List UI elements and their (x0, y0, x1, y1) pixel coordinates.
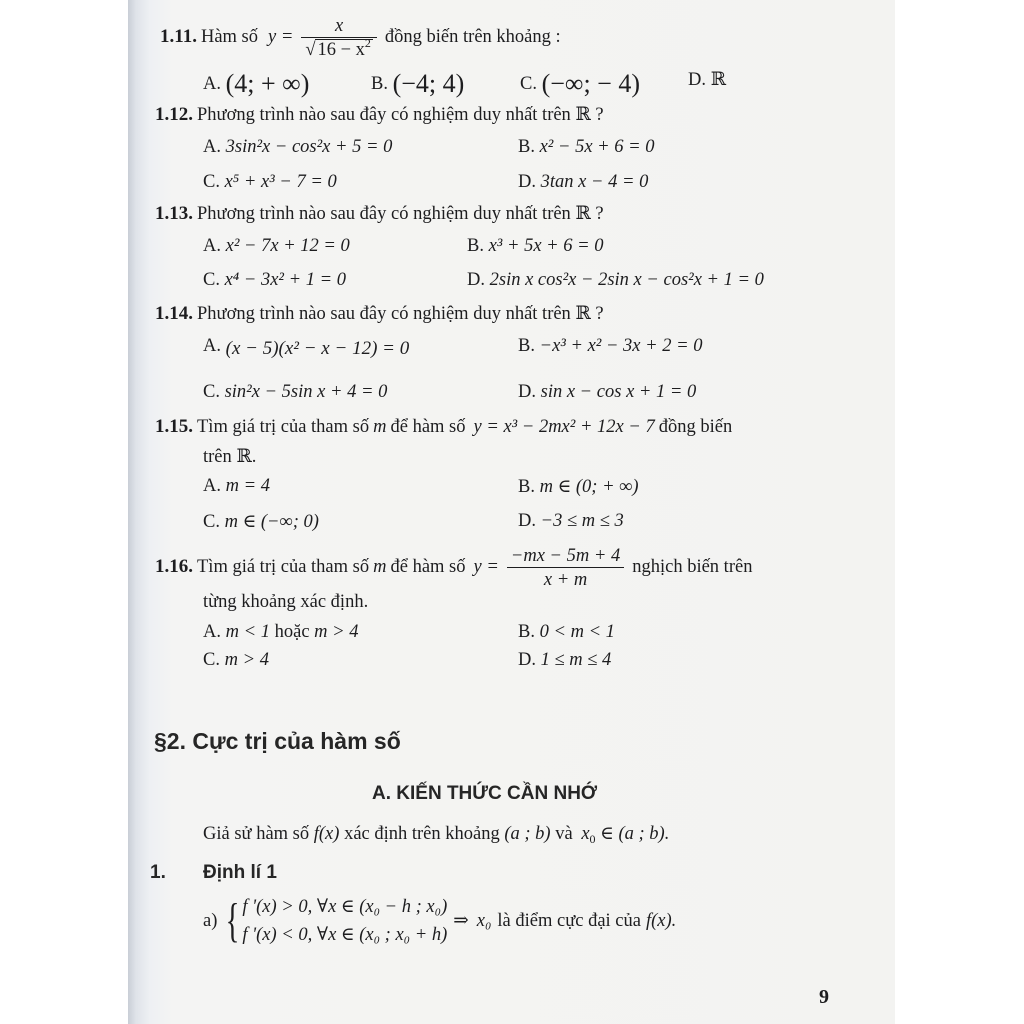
option-a: A. m < 1 hoặc m > 4 (203, 622, 359, 642)
param-m: m (373, 557, 387, 578)
formula-lhs: y = (268, 27, 294, 48)
option-b: B. x³ + 5x + 6 = 0 (467, 236, 604, 256)
question-number: 1.15. (155, 416, 193, 437)
option-a: A. (4; + ∞) (203, 69, 310, 98)
question-1-16: 1.16. Tìm giá trị của tham số m để hàm số y = $\frac{-mx - 5m + 4}{x + m}$ nghịch biến trên (155, 546, 753, 590)
theorem-title: Định lí 1 (203, 862, 277, 883)
option-b: B. 0 < m < 1 (518, 622, 615, 642)
question-text: Hàm số (200, 27, 258, 48)
option-d: D. ℝ (688, 70, 726, 90)
option-c: C. m > 4 (203, 650, 269, 670)
option-a: A. x² − 7x + 12 = 0 (203, 236, 350, 256)
question-text-line2: từng khoảng xác định. (203, 592, 369, 612)
question-1-11 (160, 16, 561, 61)
formula-lhs: y = (473, 557, 499, 578)
section-subtitle: A. KIẾN THỨC CẦN NHỚ (372, 783, 598, 804)
theorem-number: 1. (150, 862, 166, 883)
question-text: Phương trình nào sau đây có nghiệm duy nhất trên ℝ ? (197, 304, 604, 324)
option-a: A. (x − 5)(x² − x − 12) = 0 (203, 336, 410, 359)
option-c: C. x⁵ + x³ − 7 = 0 (203, 172, 337, 192)
sqrt-radicand: $16 - x^2$ (317, 36, 371, 60)
fraction-denominator: x + m (543, 570, 588, 590)
question-1-12 (155, 104, 604, 126)
section-intro: Giả sử hàm số f(x) xác định trên khoảng (a ; b) và $x_0$ ∈ (a ; b). (203, 824, 670, 846)
theorem-part-a: a) { f '(x) > 0, ∀x ∈ (x₀ − h ; x₀) f '(x) < 0, ∀x ∈ (x₀ ; x₀ + h) ⇒ x₀ là điểm cực đại của f(x). (203, 894, 677, 947)
option-c: C. (−∞; − 4) (520, 69, 640, 98)
option-b: B. (−4; 4) (371, 69, 465, 98)
condition-system (242, 893, 447, 949)
question-number: 1.11. (160, 26, 197, 48)
option-c: C. sin²x − 5sin x + 4 = 0 (203, 382, 388, 402)
question-text: Phương trình nào sau đây có nghiệm duy nhất trên ℝ ? (197, 105, 604, 125)
option-b: B. m ∈ (0; + ∞) (518, 477, 639, 497)
question-1-15: 1.15. Tìm giá trị của tham số m để hàm số y = x³ − 2mx² + 12x − 7 đồng biến (155, 416, 733, 437)
question-text: Phương trình nào sau đây có nghiệm duy nhất trên ℝ ? (197, 204, 604, 224)
question-1-13 (155, 203, 604, 225)
question-1-14 (155, 303, 604, 325)
implies-arrow-icon: ⇒ (453, 911, 469, 931)
fraction-numerator: x (301, 16, 377, 38)
section-title: §2. Cực trị của hàm số (154, 728, 401, 754)
condition-1: f '(x) > 0, ∀x ∈ (x₀ − h ; x₀) (242, 897, 448, 917)
page-number: 9 (819, 986, 829, 1008)
option-b: B. −x³ + x² − 3x + 2 = 0 (518, 336, 703, 356)
option-b: B. x² − 5x + 6 = 0 (518, 137, 655, 157)
option-d: D. −3 ≤ m ≤ 3 (518, 511, 624, 531)
formula-fraction (507, 546, 624, 591)
option-d: D. 1 ≤ m ≤ 4 (518, 650, 612, 670)
option-a: A. m = 4 (203, 476, 270, 496)
question-text-after: đồng biến trên khoảng : (384, 27, 561, 48)
question-number: 1.16. (155, 556, 193, 578)
option-d: D. 3tan x − 4 = 0 (518, 172, 649, 192)
question-number: 1.13. (155, 203, 193, 224)
fraction-numerator: −mx − 5m + 4 (507, 546, 624, 568)
part-label: a) (203, 910, 218, 931)
question-number: 1.12. (155, 104, 193, 125)
brace-icon: { (225, 894, 240, 947)
option-d: D. sin x − cos x + 1 = 0 (518, 382, 697, 402)
formula-fraction (301, 16, 377, 61)
option-d: D. 2sin x cos²x − 2sin x − cos²x + 1 = 0 (467, 270, 764, 290)
condition-2: f '(x) < 0, ∀x ∈ (x₀ ; x₀ + h) (242, 925, 448, 945)
formula: y = x³ − 2mx² + 12x − 7 (473, 417, 655, 437)
param-m: m (373, 417, 387, 437)
fraction-denominator: √ $16 - x^2$ (305, 36, 371, 60)
question-text-line2: trên ℝ. (203, 447, 257, 467)
option-c: C. x⁴ − 3x² + 1 = 0 (203, 270, 346, 290)
option-c: C. m ∈ (−∞; 0) (203, 512, 319, 532)
option-a: A. 3sin²x − cos²x + 5 = 0 (203, 137, 393, 157)
question-number: 1.14. (155, 303, 193, 324)
